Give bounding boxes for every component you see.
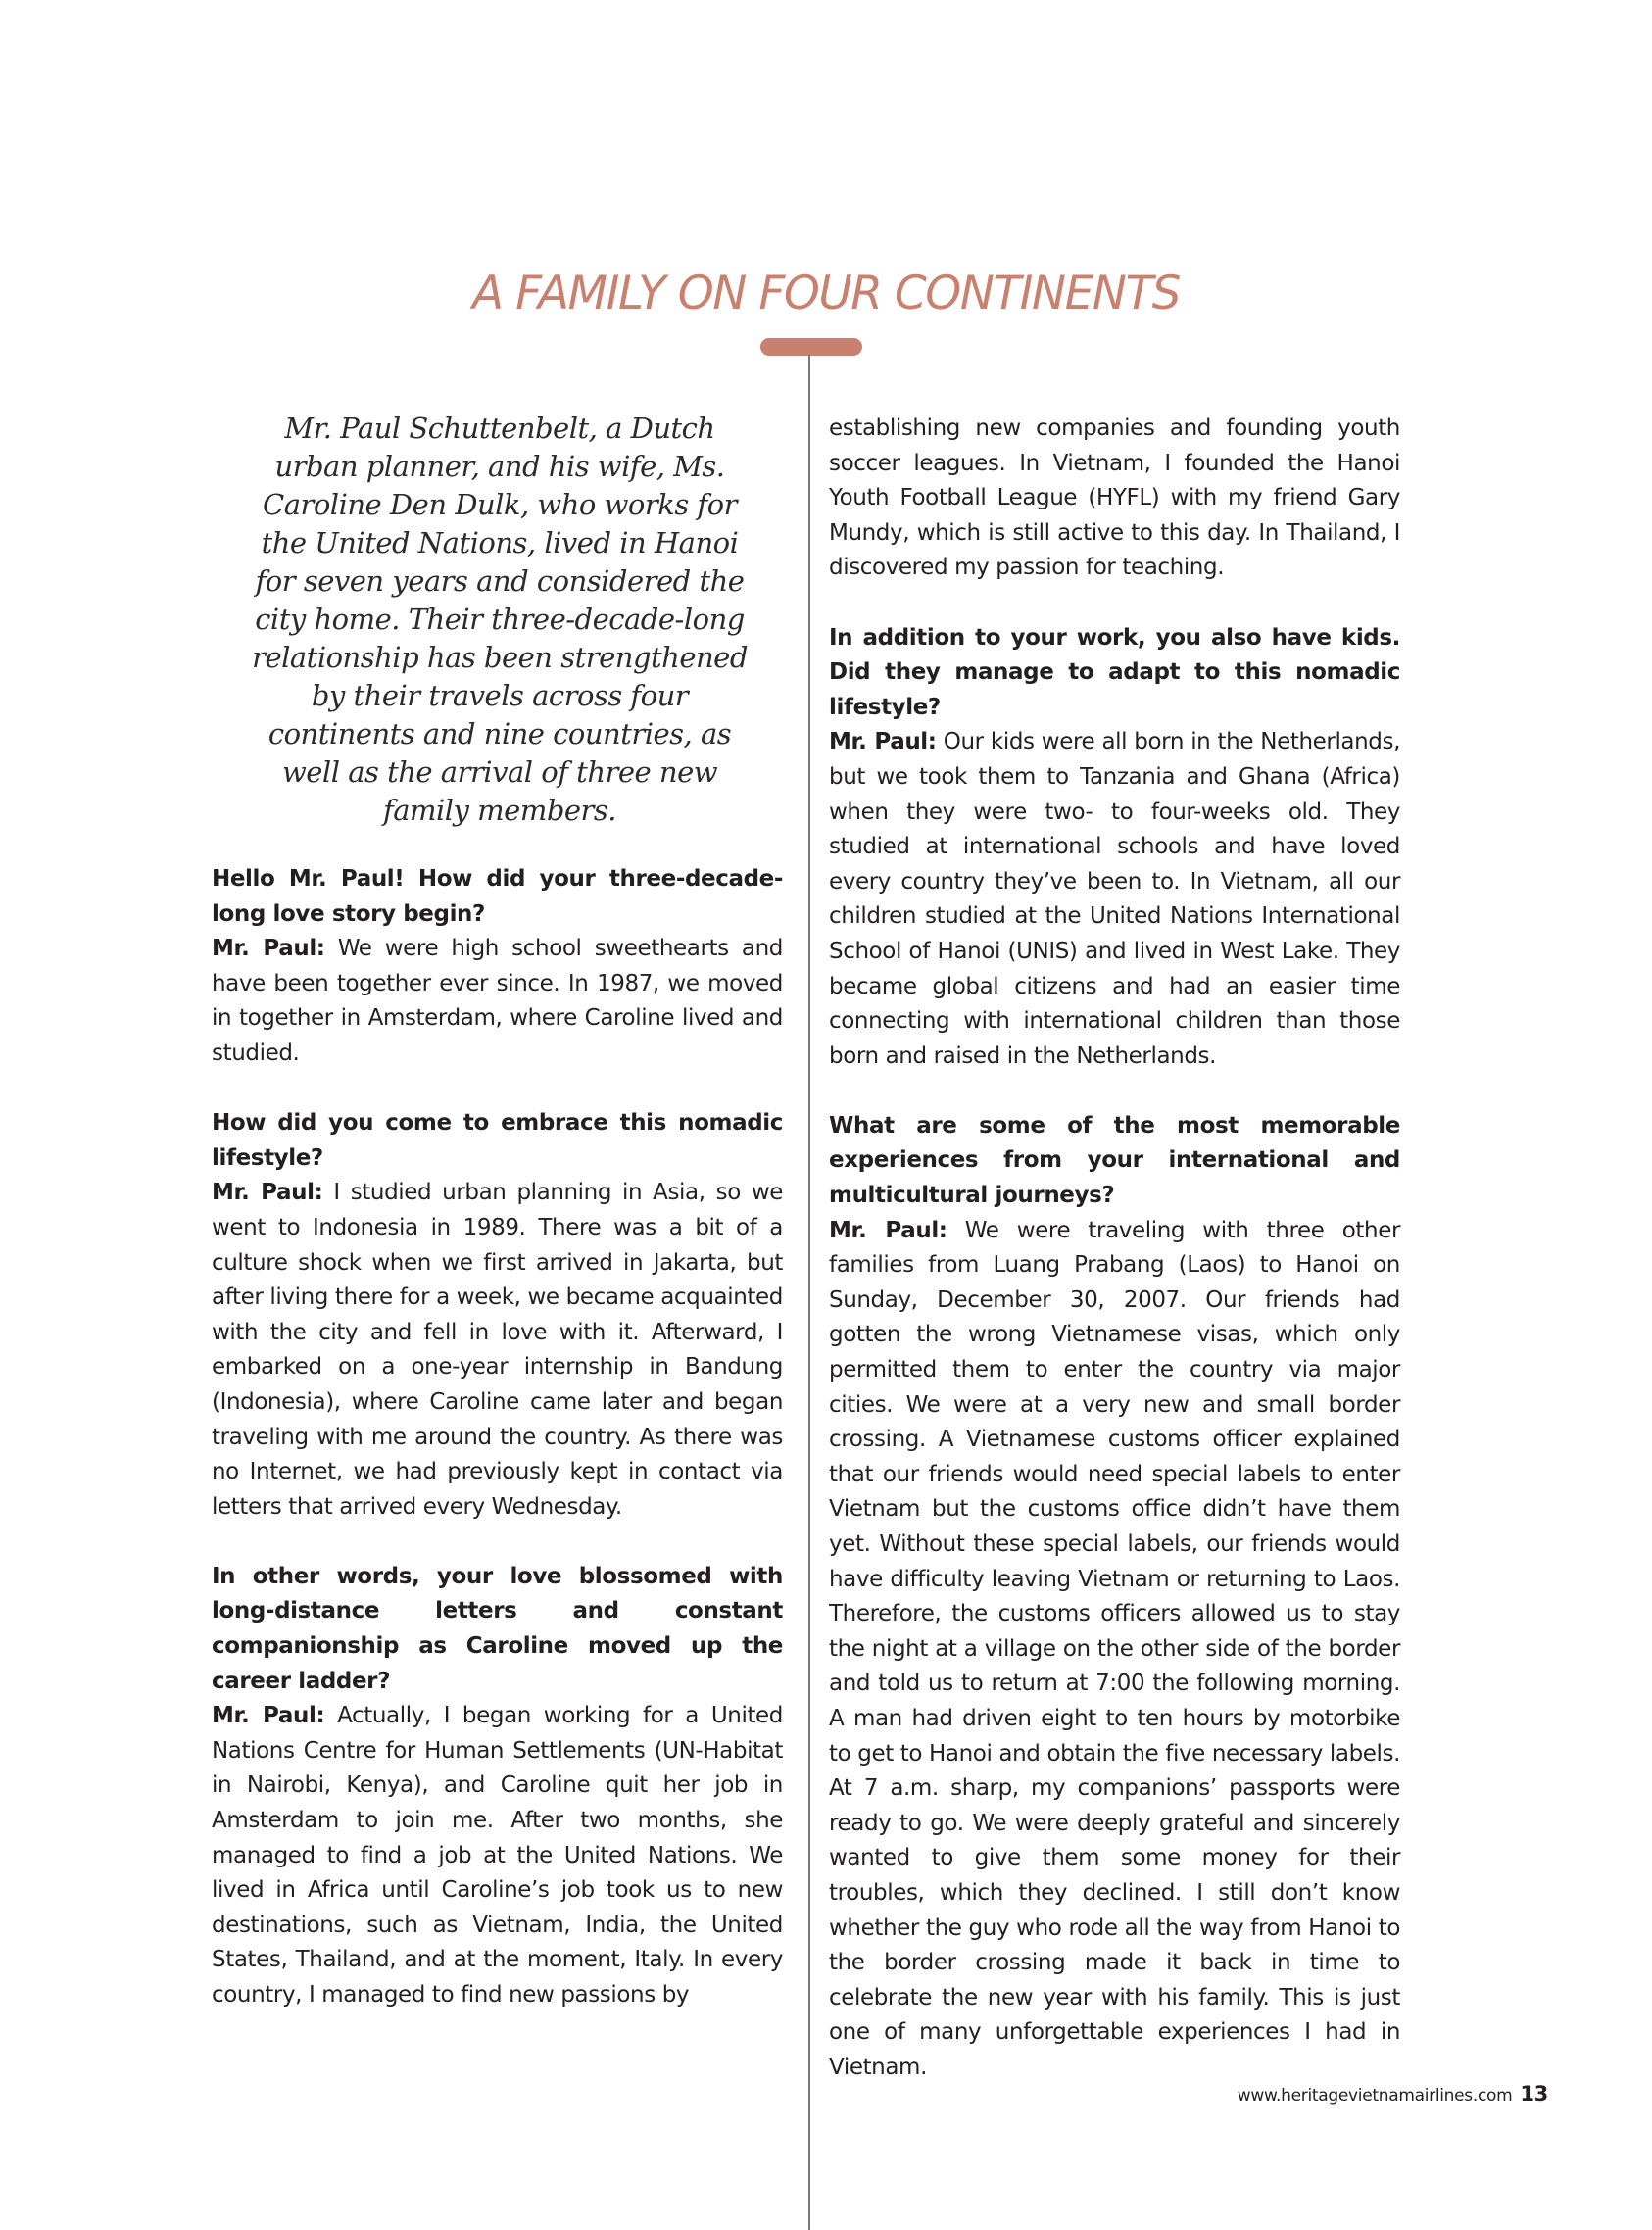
intro-paragraph: Mr. Paul Schuttenbelt, a Dutch urban planner, and his wife, Ms. Caroline Den Dulk, who works for the United Nations, lived in Hanoi for seven years and considered the city home. Their three-decade-long relationship has been strengthened by their travels across four continents and nine countries, as well as the arrival of three new family members. <box>252 412 748 827</box>
footer-url[interactable]: www.heritagevietnamairlines.com <box>1237 2086 1513 2106</box>
continuation-paragraph: establishing new companies and founding youth soccer leagues. In Vietnam, I founded the Hanoi Youth Football League (HYFL) with my friend Gary Mundy, which is still active to this day. In Thailand, I discovered my passion for teaching. <box>829 415 1400 581</box>
article-title: A FAMILY ON FOUR CONTINENTS <box>472 267 1180 320</box>
page-number: 13 <box>1520 2082 1548 2106</box>
interview-question: In other words, your love blossomed with long-distance letters and constant companionship as Caroline moved up the career ladder? <box>212 1563 783 1694</box>
qa-block <box>212 1560 783 2013</box>
speaker-label: Mr. Paul: <box>829 1217 947 1243</box>
interview-question: How did you come to embrace this nomadic lifestyle? <box>212 1110 783 1171</box>
interview-answer: Our kids were all born in the Netherlands, but we took them to Tanzania and Ghana (Africa) when they were two- to four-weeks old. They studied at international schools and have loved every country they’ve been to. In Vietnam, all our children studied at the United Nations International School of Hanoi (UNIS) and lived in West Lake. They became global citizens and had an easier time connecting with international children than those born and raised in the Netherlands. <box>829 729 1400 1069</box>
interview-answer: I studied urban planning in Asia, so we went to Indonesia in 1989. There was a bit of a culture shock when we first arrived in Jakarta, but after living there for a week, we became acquainted with the city and fell in love with it. Afterward, I embarked on a one-year internship in Bandung (Indonesia), where Caroline came later and began traveling with me around the country. As there was no Internet, we had previously kept in contact via letters that arrived every Wednesday. <box>212 1180 784 1520</box>
interview-answer: We were traveling with three other families from Luang Prabang (Laos) to Hanoi on Sunday, December 30, 2007. Our friends had gotten the wrong Vietnamese visas, which only permitted them to enter the country via major cities. We were at a very new and small border crossing. A Vietnamese customs officer explained that our friends would need special labels to enter Vietnam but the customs office didn’t have them yet. Without these special labels, our friends would have difficulty leaving Vietnam or returning to Laos. Therefore, the customs officers allowed us to stay the night at a village on the other side of the border and told us to return at 7:00 the following morning. A man had driven eight to ten hours by motorbike to get to Hanoi and obtain the five necessary labels. At 7 a.m. sharp, my companions’ passports were ready to go. We were deeply grateful and sincerely wanted to give them some money for their troubles, which they declined. I still don’t know whether the guy who rode all the way from Hanoi to the border crossing made it back in time to celebrate the new year with his family. This is just one of many unforgettable experiences I had in Vietnam. <box>829 1217 1401 2080</box>
speaker-label: Mr. Paul: <box>212 1180 323 1206</box>
title-accent-bar <box>760 338 862 356</box>
interview-question: In addition to your work, you also have kids. Did they manage to adapt to this nomadic lifestyle? <box>829 624 1400 720</box>
interview-answer: We were high school sweethearts and have been together ever since. In 1987, we moved in together in Amsterdam, where Caroline lived and studied. <box>212 936 783 1066</box>
qa-block <box>212 1106 783 1525</box>
right-column <box>829 412 1400 2120</box>
speaker-label: Mr. Paul: <box>829 729 937 755</box>
qa-block <box>829 1109 1400 2086</box>
left-column <box>212 862 783 2048</box>
speaker-label: Mr. Paul: <box>212 936 325 962</box>
speaker-label: Mr. Paul: <box>212 1703 325 1729</box>
interview-question: What are some of the most memorable experiences from your international and multicultural journeys? <box>829 1112 1400 1209</box>
column-divider <box>808 355 810 2230</box>
interview-question: Hello Mr. Paul! How did your three-decade-long love story begin? <box>212 866 783 927</box>
interview-answer: Actually, I began working for a United Nations Centre for Human Settlements (UN-Habitat in Nairobi, Kenya), and Caroline quit her job in Amsterdam to join me. After two months, she managed to find a job at the United Nations. We lived in Africa until Caroline’s job took us to new destinations, such as Vietnam, India, the United States, Thailand, and at the moment, Italy. In every country, I managed to find new passions by <box>212 1703 784 2008</box>
qa-block <box>212 862 783 1072</box>
page-footer <box>980 2082 1548 2106</box>
qa-block <box>829 621 1400 1075</box>
